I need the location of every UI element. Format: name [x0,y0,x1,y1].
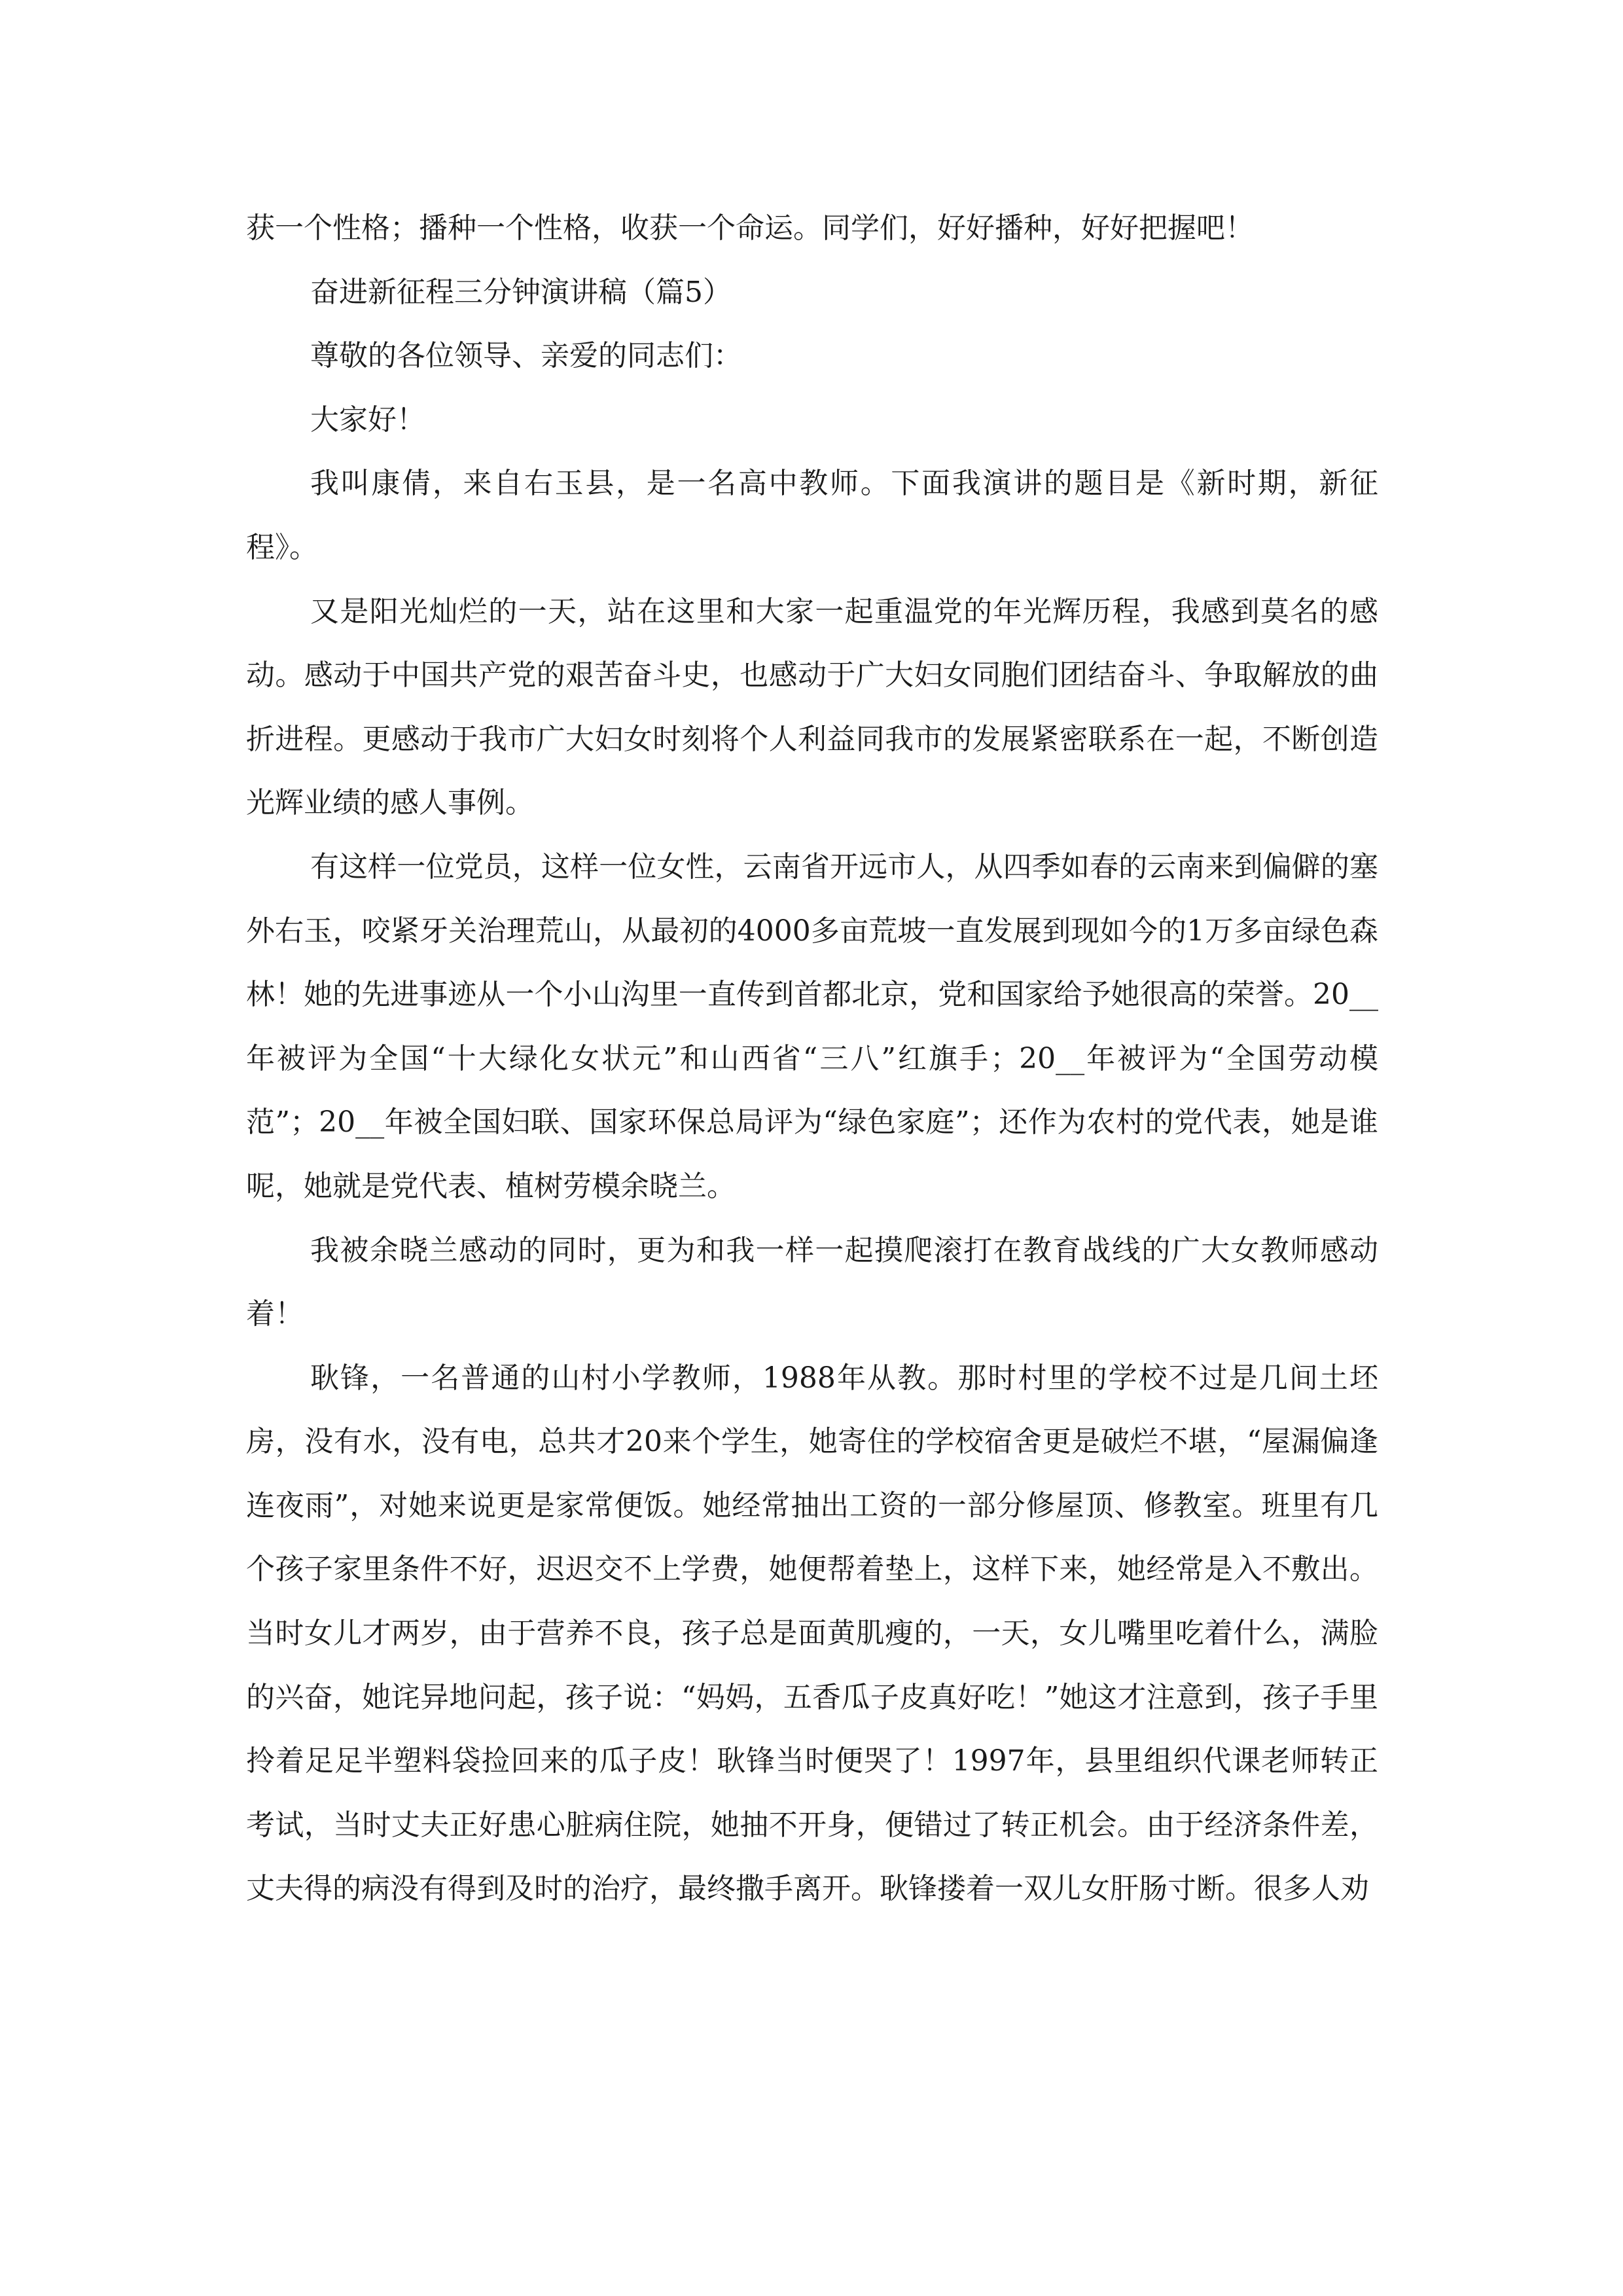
paragraph: 耿锋，一名普通的山村小学教师，1988年从教。那时村里的学校不过是几间土坯房，没有水，没有电，总共才20来个学生，她寄住的学校宿舍更是破烂不堪，“屋漏偏逢连夜雨”，对她来说更是家常便饭。她经常抽出工资的一部分修屋顶、修教室。班里有几个孩子家里条件不好，迟迟交不上学费，她便帮着垫上，这样下来，她经常是入不敷出。当时女儿才两岁，由于营养不良，孩子总是面黄肌瘦的，一天，女儿嘴里吃着什么，满脸的兴奋，她诧异地问起，孩子说：“妈妈，五香瓜子皮真好吃！”她这才注意到，孩子手里拎着足足半塑料袋捡回来的瓜子皮！耿锋当时便哭了！1997年，县里组织代课老师转正考试，当时丈夫正好患心脏病住院，她抽不开身，便错过了转正机会。由于经济条件差，丈夫得的病没有得到及时的治疗，最终撒手离开。耿锋搂着一双儿女肝肠寸断。很多人劝 [246,1361,1378,1906]
document-page [246,196,1378,1921]
paragraph-introduction: 我叫康倩，来自右玉县，是一名高中教师。下面我演讲的题目是《新时期，新征程》。 [246,467,1378,564]
paragraph-continuation: 获一个性格；播种一个性格，收获一个命运。同学们，好好播种，好好把握吧！ [246,211,1254,245]
greeting: 大家好！ [310,403,425,437]
paragraph: 又是阳光灿烂的一天，站在这里和大家一起重温党的年光辉历程，我感到莫名的感动。感动于中国共产党的艰苦奋斗史，也感动于广大妇女同胞们团结奋斗、争取解放的曲折进程。更感动于我市广大妇女时刻将个人利益同我市的发展紧密联系在一起，不断创造光辉业绩的感人事例。 [246,594,1378,820]
paragraph: 有这样一位党员，这样一位女性，云南省开远市人，从四季如春的云南来到偏僻的塞外右玉，咬紧牙关治理荒山，从最初的4000多亩荒坡一直发展到现如今的1万多亩绿色森林！她的先进事迹从一个小山沟里一直传到首都北京，党和国家给予她很高的荣誉。20__年被评为全国“十大绿化女状元”和山西省“三八”红旗手；20__年被评为“全国劳动模范”；20__年被全国妇联、国家环保总局评为“绿色家庭”；还作为农村的党代表，她是谁呢，她就是党代表、植树劳模余晓兰。 [246,850,1378,1203]
salutation: 尊敬的各位领导、亲爱的同志们： [310,339,742,373]
section-title: 奋进新征程三分钟演讲稿（篇5） [310,275,732,309]
paragraph: 我被余晓兰感动的同时，更为和我一样一起摸爬滚打在教育战线的广大女教师感动着！ [246,1233,1378,1331]
